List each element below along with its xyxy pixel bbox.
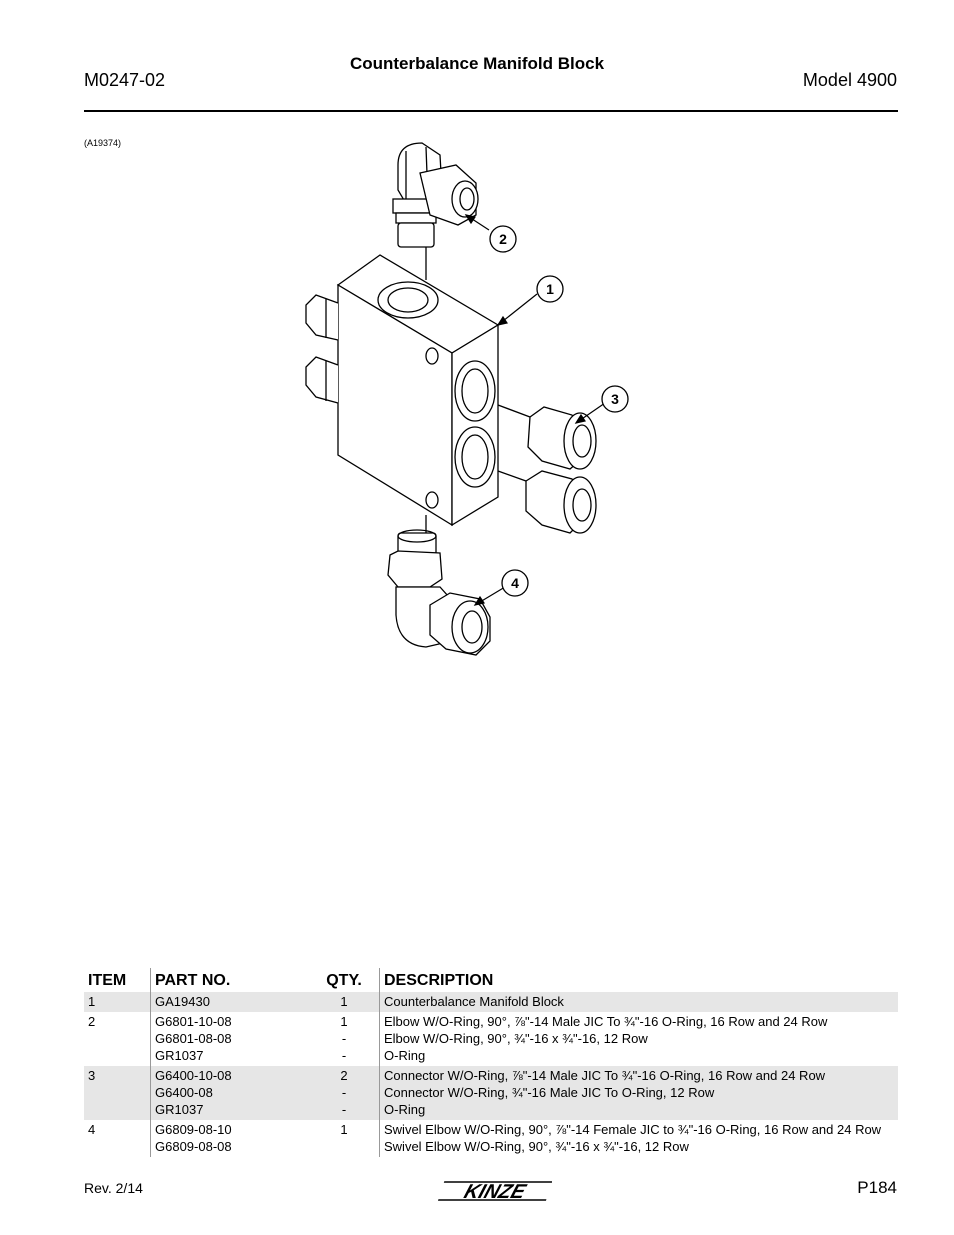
item-number: 3 <box>84 1066 151 1120</box>
kinze-logo <box>432 1176 552 1206</box>
part-numbers <box>151 1066 310 1120</box>
model-label: Model 4900 <box>802 70 897 90</box>
item-number: 2 <box>88 1014 96 1029</box>
description: Swivel Elbow W/O-Ring, 90°, ¾"-16 x ¾"-16, 12 Row <box>384 1139 689 1154</box>
revision-label: Rev. 2/14 <box>84 1180 143 1196</box>
quantity: 1 <box>340 1014 348 1029</box>
logo-text: KINZE <box>461 1180 529 1203</box>
item-number: 4 <box>88 1122 96 1137</box>
bottom-swivel-elbow <box>388 515 490 655</box>
quantity: - <box>341 1048 347 1063</box>
col-description: DESCRIPTION <box>380 968 899 992</box>
page-title: Counterbalance Manifold Block <box>349 54 605 73</box>
description: O-Ring <box>384 1048 426 1063</box>
part-number: GA19430 <box>155 994 210 1009</box>
col-qty: QTY. <box>326 972 362 989</box>
figure-id: (A19374) <box>84 138 122 148</box>
callout-2: 2 <box>499 231 507 247</box>
description: O-Ring <box>384 1102 426 1117</box>
description: Connector W/O-Ring, ¾"-16 Male JIC To O-Ring, 12 Row <box>384 1085 715 1100</box>
part-number: G6400-08 <box>155 1085 213 1100</box>
description: Elbow W/O-Ring, 90°, ¾"-16 x ¾"-16, 12 Row <box>384 1031 648 1046</box>
quantity: 1 <box>340 1122 348 1137</box>
table-row <box>84 1012 898 1066</box>
part-number: G6400-10-08 <box>155 1068 232 1083</box>
callout-4: 4 <box>511 575 519 591</box>
manifold-diagram <box>280 135 640 665</box>
description: Swivel Elbow W/O-Ring, 90°, ⅞"-14 Female JIC to ¾"-16 O-Ring, 16 Row and 24 Row <box>384 1122 882 1137</box>
parts-table <box>84 968 898 1157</box>
part-number: G6809-08-10 <box>155 1122 232 1137</box>
table-row <box>84 1120 898 1157</box>
descriptions <box>380 1012 899 1066</box>
table-row <box>84 1066 898 1120</box>
part-number: G6809-08-08 <box>155 1139 232 1154</box>
right-connectors <box>498 405 596 533</box>
part-numbers <box>151 1012 310 1066</box>
page-number: P184 <box>857 1178 897 1197</box>
top-elbow-fitting <box>393 143 478 280</box>
quantity: - <box>341 1085 347 1100</box>
quantities <box>309 1066 380 1120</box>
quantities <box>309 1012 380 1066</box>
col-part-no: PART NO. <box>151 968 310 992</box>
descriptions <box>380 992 899 1012</box>
quantity: 2 <box>340 1068 348 1083</box>
manifold-block <box>338 255 498 525</box>
manual-number: M0247-02 <box>84 70 166 90</box>
part-number: GR1037 <box>155 1048 204 1063</box>
description: Elbow W/O-Ring, 90°, ⅞"-14 Male JIC To ¾"-16 O-Ring, 16 Row and 24 Row <box>384 1014 828 1029</box>
quantity: - <box>341 1102 347 1117</box>
part-numbers <box>151 1120 310 1157</box>
table-row <box>84 992 898 1012</box>
left-side-fittings <box>306 295 338 403</box>
part-numbers <box>151 992 310 1012</box>
description: Connector W/O-Ring, ⅞"-14 Male JIC To ¾"-16 O-Ring, 16 Row and 24 Row <box>384 1068 826 1083</box>
part-number: G6801-08-08 <box>155 1031 232 1046</box>
parts-table-header <box>84 968 898 992</box>
col-item: ITEM <box>88 972 127 989</box>
quantity: - <box>341 1031 347 1046</box>
quantities <box>309 1120 380 1157</box>
header-divider <box>84 110 898 112</box>
part-number: G6801-10-08 <box>155 1014 232 1029</box>
item-number: 1 <box>84 992 151 1012</box>
description: Counterbalance Manifold Block <box>384 994 564 1009</box>
descriptions <box>380 1066 899 1120</box>
quantity: 1 <box>340 994 348 1009</box>
part-number: GR1037 <box>155 1102 204 1117</box>
callout-3: 3 <box>611 391 619 407</box>
descriptions <box>380 1120 899 1157</box>
callout-1: 1 <box>546 281 554 297</box>
quantities <box>309 992 380 1012</box>
